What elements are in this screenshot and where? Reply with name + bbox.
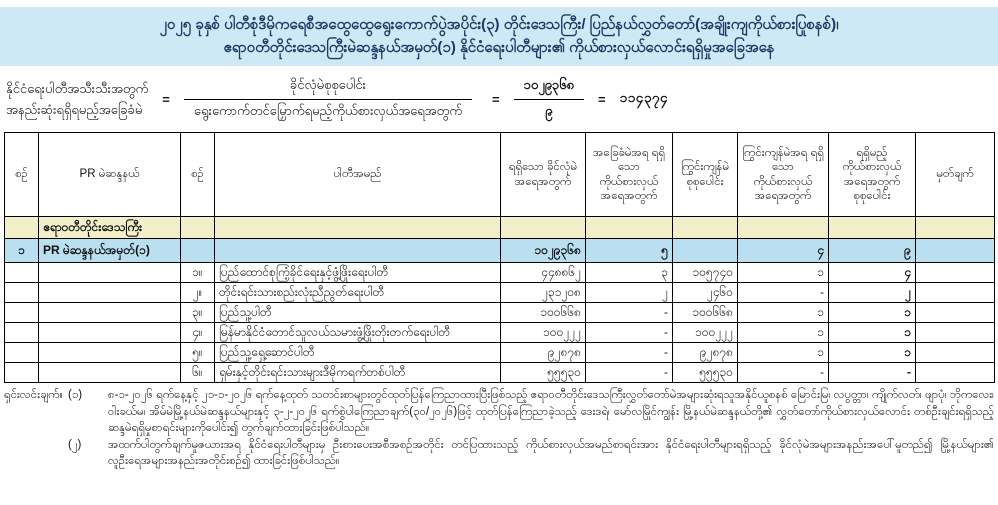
total-reps-cell: ၄ [829,263,916,283]
header-party-name: ပါတီအမည် [215,133,501,217]
header-remark: မှတ်ချက် [916,133,995,217]
party-name-cell: ပြည်သူ့ပါတီ [215,303,501,323]
pr-constituency-cell [39,283,181,303]
remark-cell [916,263,995,283]
pr-constituency-cell [39,343,181,363]
serial-cell [5,323,39,343]
empty-cell [738,217,829,239]
equals-sign: = [491,91,500,107]
formula-label [6,78,148,120]
pr-constituency-cell [39,263,181,283]
party-serial-cell: ၆။ [181,363,215,383]
party-name-cell: တိုင်းရင်းသားစည်းလုံးညီညွတ်ရေးပါတီ [215,283,501,303]
valid-votes-cell: ၁၀၀၆၆၈ [501,303,586,323]
remaining-votes-cell: ၂၄၆၀ [673,283,738,303]
note-text: ၈-၁-၂၀၂၆ ရက်နေ့နှင့် ၂၁-၁-၂၀၂၆ ရက်နေ့ထုတ် သတင်းစာများတွင်ထုတ်ပြန်ကြေညာထားပြီးဖြစ်သည့် ဧရာဝတီတိုင်းဒေသကြီးလွှတ်တော်မဲအများဆုံးရသူအနိုင်ယူစနစ် မြောင်းမြ၊ လပွတ္တာ၊ ကျိုက်လတ်၊ ဖျာပုံ၊ ဘိုကလေး၊ ဝါးခယ်မ၊ အိမ်မဲမြို့နယ်မဲဆန္ဒနယ်များနှင့် ၃-၂-၂၀၂၆ ရက်စွဲပါကြေညာချက်(၃၀/၂၀၂၆)ဖြင့် ထုတ်ပြန်ကြေညာခဲ့သည့် ဒေးဒရဲ၊ မော်လမြိုင်ကျွန်း မြို့နယ်မဲဆန္ဒနယ်တို့၏ လွှတ်တော်ကိုယ်စားလှယ်လောင်း တစ်ဦးချင်းရရှိသည့် ဆန္ဒမဲရရှိမှုစာရင်းများကိုပေါင်း၍ တွက်ချက်ထားခြင်းဖြစ်ပါသည်။ [108,389,994,434]
party-serial-cell: ၂။ [181,283,215,303]
total-reps-cell: - [829,363,916,383]
empty-cell [181,239,215,263]
basic-reps-cell: ၂ [586,283,673,303]
equals-sign: = [597,91,606,107]
title-band [0,7,998,66]
table-header-row [5,133,995,217]
remaining-reps-cell: - [738,363,829,383]
basic-reps-cell: - [586,303,673,323]
empty-cell [501,217,586,239]
empty-cell [673,217,738,239]
note-item [4,437,994,470]
valid-votes-cell: ၅၅၅၃၀ [501,363,586,383]
base-vote-formula [0,66,998,132]
pr-constituency-cell [39,363,181,383]
explanatory-notes [4,387,994,470]
remaining-reps-cell: ၁ [738,303,829,323]
total-reps-cell: ၁ [829,303,916,323]
basic-reps-cell: - [586,363,673,383]
formula-result-value: ၁၁၄၃၇၄ [619,90,669,105]
fraction-denominator-value: ၉ [514,99,584,122]
party-row [5,343,995,363]
fraction-numerator-text: ခိုင်လုံမဲစုစုပေါင်း [289,76,366,92]
valid-votes-cell: ၄၄၈၈၆၂ [501,263,586,283]
party-row [5,363,995,383]
header-valid-votes: ရရှိသော ခိုင်လုံမဲ အရေအတွက် [501,133,586,217]
party-row [5,263,995,283]
constituency-total-reps-cell: ၉ [829,239,916,263]
remaining-votes-cell: ၅၅၅၃၀ [673,363,738,383]
fraction-numerator-value: ၁၀၂၉၃၆၈ [523,76,574,92]
header-remaining-reps: ကြွင်းကျန်မဲအရ ရရှိသော ကိုယ်စားလှယ် အရေအတွက် [738,133,829,217]
remark-cell [916,323,995,343]
note-text: အထက်ပါတွက်ချက်မှုဇယားအရ နိုင်ငံရေးပါတီများမှ ဦးစားပေးအစီအစဉ်အတိုင်း တင်ပြထားသည့် ကိုယ်စားလှယ်အမည်စာရင်းအား နိုင်ငံရေးပါတီများရရှိသည့် ခိုင်လုံမဲအများအနည်းအပေါ်မူတည်၍ မြို့နယ်များ၏ လူဦးရေအများအနည်းအတိုင်းစဉ်၍ ထားခြင်းဖြစ်ပါသည်။ [108,438,994,467]
equals-sign: = [162,91,170,107]
pr-constituency-cell [39,323,181,343]
empty-cell [215,239,501,263]
constituency-remaining-votes-cell [673,239,738,263]
party-serial-cell: ၁။ [181,263,215,283]
party-name-cell: ရှမ်းနှင့်တိုင်းရင်းသားများဒီမိုကရက်တစ်ပါတီ [215,363,501,383]
valid-votes-cell: ၉၂၈၇၈ [501,343,586,363]
constituency-valid-votes-cell: ၁၀၂၉၃၆၈ [501,239,586,263]
region-row [5,217,995,239]
pr-constituency-row [5,239,995,263]
constituency-name-cell: PR မဲဆန္ဒနယ်အမှတ်(၁) [39,239,181,263]
remaining-reps-cell: ၁ [738,263,829,283]
fraction-denominator-text: ရွေးကောက်တင်မြှောက်ရမည့်ကိုယ်စားလှယ်အရေအတွက် [184,99,472,122]
formula-fraction-values [514,77,584,122]
party-serial-cell: ၃။ [181,303,215,323]
page-title-line1: ၂၀၂၅ ခုနှစ် ပါတီစုံဒီမိုကရေစီအထွေထွေရွေးကောက်ပွဲအပိုင်း(၃) တိုင်းဒေသကြီး/ ပြည်နယ်လွှတ်တော်(အချိုးကျကိုယ်စားပြုစနစ်)၊ [159,16,839,33]
page-title-line2: ဧရာဝတီတိုင်းဒေသကြီးမဲဆန္ဒနယ်အမှတ်(၁) နိုင်ငံရေးပါတီများ၏ ကိုယ်စားလှယ်လောင်းရရှိမှုအခြေအနေ [223,39,775,56]
empty-cell [215,217,501,239]
serial-cell [5,343,39,363]
header-pr-constituency: PR မဲဆန္ဒနယ် [39,133,181,217]
note-item [4,387,994,437]
note-number: (၂) [68,438,82,451]
header-total-reps: ရရှိမည့် ကိုယ်စားလှယ် အရေအတွက် စုစုပေါင်း [829,133,916,217]
announcement-page [0,7,998,505]
pr-constituency-cell [39,303,181,323]
remaining-votes-cell: ၉၂၈၇၈ [673,343,738,363]
header-serial: စဉ် [5,133,39,217]
notes-label: ရှင်းလင်းချက်။ [4,389,64,401]
header-remaining-votes: ကြွင်းကျန်မဲ စုစုပေါင်း [673,133,738,217]
remark-cell [916,283,995,303]
remark-cell [916,343,995,363]
pr-results-table [4,132,995,383]
basic-reps-cell: - [586,343,673,363]
serial-cell [5,363,39,383]
constituency-remaining-reps-cell: ၄ [738,239,829,263]
remaining-votes-cell: ၁၀၅၇၄၀ [673,263,738,283]
basic-reps-cell: - [586,323,673,343]
party-name-cell: ပြည်သူ့ရှေ့ဆောင်ပါတီ [215,343,501,363]
remark-cell [916,303,995,323]
constituency-remark-cell [916,239,995,263]
party-row [5,283,995,303]
empty-cell [586,217,673,239]
remaining-reps-cell: ၁ [738,343,829,363]
remaining-reps-cell: ၁ [738,323,829,343]
party-serial-cell: ၄။ [181,323,215,343]
header-basic-reps: အခြေခံမဲအရ ရရှိသော ကိုယ်စားလှယ် အရေအတွက် [586,133,673,217]
party-serial-cell: ၅။ [181,343,215,363]
basic-reps-cell: ၃ [586,263,673,283]
header-serial2: စဉ် [181,133,215,217]
formula-label-line2: အနည်းဆုံးရရှိရမည့်အခြေခံမဲ [6,102,143,117]
remaining-reps-cell: - [738,283,829,303]
note-number: (၁) [68,389,83,401]
constituency-basic-reps-cell: ၅ [586,239,673,263]
party-row [5,323,995,343]
total-reps-cell: ၂ [829,283,916,303]
empty-cell [916,217,995,239]
formula-label-line1: နိုင်ငံရေးပါတီအသီးသီးအတွက် [6,81,149,96]
region-name-cell: ဧရာဝတီတိုင်းဒေသကြီး [39,217,181,239]
valid-votes-cell: ၁၀၀၂၂၂ [501,323,586,343]
party-name-cell: ပြည်ထောင်စုကြံ့ခိုင်ရေးနှင့်ဖွံ့ဖြိုးရေးပါတီ [215,263,501,283]
region-serial-cell [5,217,39,239]
empty-cell [181,217,215,239]
remark-cell [916,363,995,383]
party-name-cell: မြန်မာနိုင်ငံတောင်သူလယ်သမားဖွံ့ဖြိုးတိုးတက်ရေးပါတီ [215,323,501,343]
valid-votes-cell: ၂၃၁၂၀၈ [501,283,586,303]
total-reps-cell: ၁ [829,343,916,363]
total-reps-cell: ၁ [829,323,916,343]
serial-cell [5,263,39,283]
formula-fraction-text [184,77,472,122]
empty-cell [829,217,916,239]
remaining-votes-cell: ၁၀၀၂၂၂ [673,323,738,343]
constituency-serial-cell: ၁ [5,239,39,263]
serial-cell [5,283,39,303]
remaining-votes-cell: ၁၀၀၆၆၈ [673,303,738,323]
serial-cell [5,303,39,323]
party-row [5,303,995,323]
